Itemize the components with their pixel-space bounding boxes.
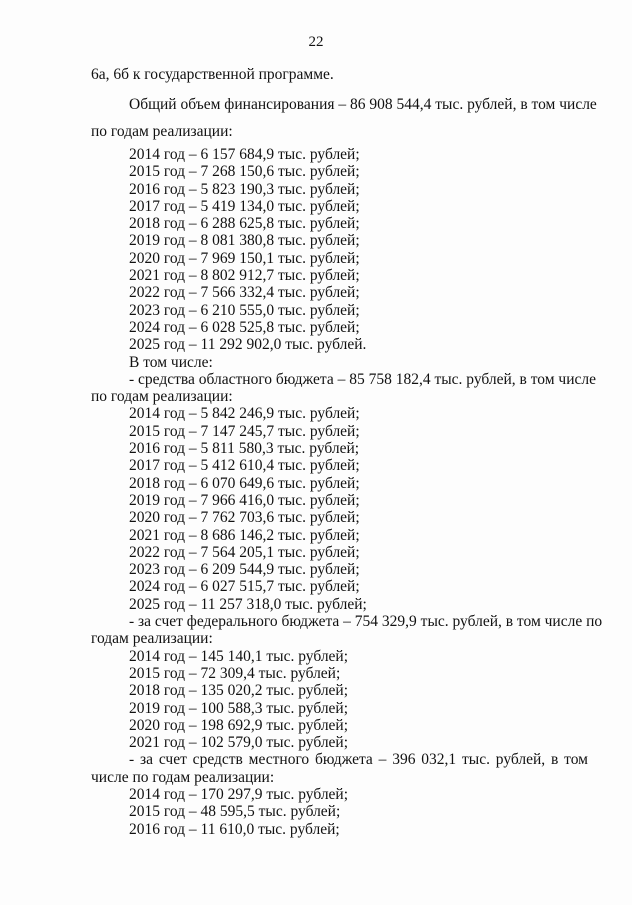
list-item: 2016 год – 11 610,0 тыс. рублей; bbox=[129, 820, 340, 838]
total-summary-line: Общий объем финансирования – 86 908 544,4 тыс. рублей, в том числе bbox=[129, 96, 597, 113]
list-item: 2019 год – 8 081 380,8 тыс. рублей; bbox=[129, 232, 360, 250]
list-item: 2024 год – 6 027 515,7 тыс. рублей; bbox=[129, 578, 360, 596]
list-item: 2024 год – 6 028 525,8 тыс. рублей; bbox=[129, 318, 360, 336]
list-item: 2015 год – 72 309,4 тыс. рублей; bbox=[129, 664, 341, 682]
list-item: 2019 год – 100 588,3 тыс. рублей; bbox=[129, 699, 349, 717]
list-item: 2019 год – 7 966 416,0 тыс. рублей; bbox=[129, 491, 360, 509]
list-item: 2022 год – 7 566 332,4 тыс. рублей; bbox=[129, 284, 360, 302]
list-item: 2014 год – 170 297,9 тыс. рублей; bbox=[129, 785, 349, 803]
list-item: 2014 год – 6 157 684,9 тыс. рублей; bbox=[129, 146, 360, 163]
intro-block bbox=[91, 66, 588, 83]
list-item: 2021 год – 102 579,0 тыс. рублей; bbox=[129, 734, 349, 752]
total-years-list bbox=[91, 146, 588, 354]
list-item: 2018 год – 6 288 625,8 тыс. рублей; bbox=[129, 215, 360, 233]
regional-years-list bbox=[91, 405, 588, 613]
federal-years-list bbox=[91, 648, 588, 752]
local-years-list bbox=[91, 786, 588, 838]
total-summary-line-cont: по годам реализации: bbox=[91, 123, 233, 140]
financing-body bbox=[91, 146, 603, 838]
list-item: 2020 год – 198 692,9 тыс. рублей; bbox=[129, 716, 349, 734]
regional-summary-line: - средства областного бюджета – 85 758 182,4 тыс. рублей, в том числе bbox=[129, 370, 597, 388]
including-label: В том числе: bbox=[129, 353, 213, 371]
list-item: 2018 год – 6 070 649,6 тыс. рублей; bbox=[129, 474, 360, 492]
list-item: 2020 год – 7 969 150,1 тыс. рублей; bbox=[129, 249, 360, 267]
list-item: 2018 год – 135 020,2 тыс. рублей; bbox=[129, 682, 349, 700]
regional-summary-line-cont: по годам реализации: bbox=[91, 388, 233, 406]
total-header-cont bbox=[91, 123, 588, 140]
list-item: 2022 год – 7 564 205,1 тыс. рублей; bbox=[129, 543, 360, 561]
list-item: 2015 год – 48 595,5 тыс. рублей; bbox=[129, 803, 341, 821]
list-item: 2025 год – 11 257 318,0 тыс. рублей; bbox=[129, 595, 367, 613]
list-item: 2025 год – 11 292 902,0 тыс. рублей. bbox=[129, 336, 367, 354]
list-item: 2016 год – 5 823 190,3 тыс. рублей; bbox=[129, 180, 360, 198]
federal-summary-line-cont: годам реализации: bbox=[91, 630, 213, 648]
list-item: 2016 год – 5 811 580,3 тыс. рублей; bbox=[129, 440, 360, 458]
page-number: 22 bbox=[308, 34, 324, 50]
list-item: 2017 год – 5 412 610,4 тыс. рублей; bbox=[129, 457, 360, 475]
list-item: 2021 год – 8 802 912,7 тыс. рублей; bbox=[129, 267, 360, 285]
list-item: 2015 год – 7 268 150,6 тыс. рублей; bbox=[129, 163, 360, 181]
list-item: 2014 год – 5 842 246,9 тыс. рублей; bbox=[129, 405, 360, 423]
list-item: 2021 год – 8 686 146,2 тыс. рублей; bbox=[129, 526, 360, 544]
intro-line: 6а, 6б к государственной программе. bbox=[91, 66, 334, 83]
local-summary-line: - за счет средств местного бюджета – 396 032,1 тыс. рублей, в том bbox=[129, 751, 588, 769]
list-item: 2017 год – 5 419 134,0 тыс. рублей; bbox=[129, 197, 360, 215]
list-item: 2015 год – 7 147 245,7 тыс. рублей; bbox=[129, 422, 360, 440]
list-item: 2020 год – 7 762 703,6 тыс. рублей; bbox=[129, 509, 360, 527]
list-item: 2023 год – 6 209 544,9 тыс. рублей; bbox=[129, 561, 360, 579]
total-header bbox=[91, 96, 597, 113]
list-item: 2023 год – 6 210 555,0 тыс. рублей; bbox=[129, 301, 360, 319]
list-item: 2014 год – 145 140,1 тыс. рублей; bbox=[129, 647, 349, 665]
local-summary-line-cont: числе по годам реализации: bbox=[91, 768, 275, 786]
federal-summary-line: - за счет федерального бюджета – 754 329,9 тыс. рублей, в том числе по bbox=[129, 613, 603, 631]
